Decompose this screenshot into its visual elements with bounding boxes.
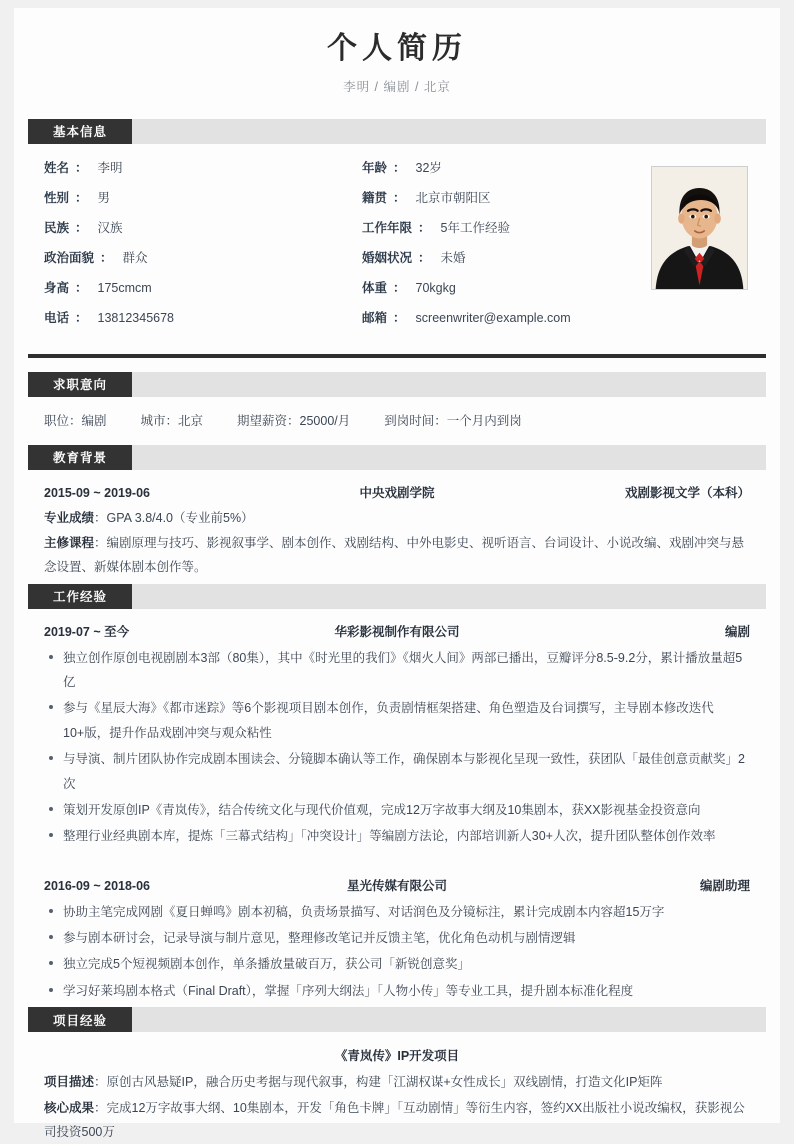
- job-intent-row: [28, 397, 766, 441]
- intent-available-date: 到岗时间：一个月内到岗: [384, 411, 522, 429]
- work-entry-2: [28, 863, 766, 1004]
- info-colon: ：: [69, 278, 92, 296]
- intent-city: 城市：北京: [141, 411, 204, 429]
- info-item-marital-status: [346, 248, 668, 278]
- page-subtitle: 李明 / 编剧 / 北京: [28, 77, 766, 95]
- project-desc-line: [44, 1069, 750, 1094]
- list-item: 学习好莱坞剧本格式（Final Draft），掌握「序列大纲法」「人物小传」等专业工具，提升剧本标准化程度: [44, 979, 750, 1003]
- section-header-job-intent: [28, 372, 766, 397]
- info-item-email: [346, 308, 668, 338]
- education-gpa-value: ：GPA 3.8/4.0（专业前5%）: [94, 511, 254, 525]
- work-date: 2016-09 ~ 2018-06: [44, 879, 263, 893]
- project-desc-value: ：原创古风悬疑IP，融合历史考据与现代叙事，构建「江湖权谋+女性成长」双线剧情，打造文化IP矩阵: [94, 1075, 662, 1089]
- info-item-height: [28, 278, 346, 308]
- section-bar-filler: [132, 372, 766, 397]
- section-header-project: [28, 1007, 766, 1032]
- info-value: 汉族: [92, 218, 123, 236]
- info-value: 70kgkg: [410, 281, 456, 295]
- work-entry-head: [44, 609, 750, 644]
- portrait-icon: [652, 167, 747, 289]
- work-date: 2019-07 ~ 至今: [44, 622, 263, 640]
- basic-info-grid: [28, 158, 668, 338]
- info-value: 李明: [92, 158, 123, 176]
- info-item-gender: [28, 188, 346, 218]
- info-item-weight: [346, 278, 668, 308]
- resume-page: [14, 8, 780, 1123]
- list-item: 协助主笔完成网剧《夏日蝉鸣》剧本初稿，负责场景描写、对话润色及分镜标注，累计完成剧本内容超15万字: [44, 900, 750, 924]
- info-colon: ：: [69, 308, 92, 326]
- education-courses-line: [44, 530, 750, 580]
- entry-spacer: [28, 851, 766, 863]
- list-item: 参与《星辰大海》《都市迷踪》等6个影视项目剧本创作，负责剧情框架搭建、角色塑造及台词撰写，主导剧本修改迭代10+版，提升作品戏剧冲突与观众粘性: [44, 696, 750, 745]
- section-tag-label: 求职意向: [28, 372, 132, 397]
- work-company: 星光传媒有限公司: [263, 876, 531, 894]
- work-role: 编剧助理: [531, 876, 750, 894]
- info-value: 5年工作经验: [435, 218, 510, 236]
- info-label: 籍贯: [346, 188, 387, 206]
- info-label: 性别: [28, 188, 69, 206]
- info-item-ethnicity: [28, 218, 346, 248]
- section-tag-label: 教育背景: [28, 445, 132, 470]
- info-item-age: [346, 158, 668, 188]
- info-label: 民族: [28, 218, 69, 236]
- education-entry: [28, 470, 766, 580]
- project-title: 《青岚传》IP开发项目: [44, 1032, 750, 1069]
- info-item-phone: [28, 308, 346, 338]
- info-colon: ：: [69, 188, 92, 206]
- info-colon: ：: [412, 218, 435, 236]
- basic-info-section: [28, 144, 766, 344]
- info-item-political-status: [28, 248, 346, 278]
- project-result-line: [44, 1095, 750, 1144]
- work-bullet-list: [44, 644, 750, 849]
- info-label: 身高: [28, 278, 69, 296]
- info-label: 政治面貌: [28, 248, 94, 266]
- info-value: 13812345678: [92, 311, 174, 325]
- info-item-work-years: [346, 218, 668, 248]
- info-value: 男: [92, 188, 111, 206]
- intent-position: 职位：编剧: [44, 411, 107, 429]
- info-value: 北京市朝阳区: [410, 188, 491, 206]
- list-item: 整理行业经典剧本库，提炼「三幕式结构」「冲突设计」等编剧方法论，内部培训新人30+人次，提升团队整体创作效率: [44, 824, 750, 848]
- list-item: 策划开发原创IP《青岚传》，结合传统文化与现代价值观，完成12万字故事大纲及10集剧本，获XX影视基金投资意向: [44, 798, 750, 822]
- list-item: 与导演、制片团队协作完成剧本围读会、分镜脚本确认等工作，确保剧本与影视化呈现一致性，获团队「最佳创意贡献奖」2次: [44, 747, 750, 796]
- list-item: 参与剧本研讨会，记录导演与制片意见，整理修改笔记并反馈主笔，优化角色动机与剧情逻辑: [44, 926, 750, 950]
- info-colon: ：: [412, 248, 435, 266]
- intent-salary: 期望薪资：25000/月: [237, 411, 350, 429]
- info-item-name: [28, 158, 346, 188]
- education-entry-head: [44, 470, 750, 505]
- section-header-basic-info: [28, 119, 766, 144]
- info-colon: ：: [387, 278, 410, 296]
- project-result-value: ：完成12万字故事大纲、10集剧本，开发「角色卡牌」「互动剧情」等衍生内容，签约XX出版社小说改编权，获影视公司投资500万: [44, 1101, 745, 1139]
- info-colon: ：: [387, 188, 410, 206]
- list-item: 独立创作原创电视剧剧本3部（80集），其中《时光里的我们》《烟火人间》两部已播出，豆瓣评分8.5-9.2分，累计播放量超5亿: [44, 646, 750, 695]
- section-bar-filler: [132, 1007, 766, 1032]
- info-label: 邮箱: [346, 308, 387, 326]
- info-colon: ：: [387, 308, 410, 326]
- section-header-education: [28, 445, 766, 470]
- project-desc-label: 项目描述: [44, 1075, 94, 1089]
- section-bar-filler: [132, 119, 766, 144]
- info-colon: ：: [387, 158, 410, 176]
- list-item: 独立完成5个短视频剧本创作，单条播放量破百万，获公司「新锐创意奖」: [44, 952, 750, 976]
- info-item-hometown: [346, 188, 668, 218]
- section-bar-filler: [132, 445, 766, 470]
- section-header-work: [28, 584, 766, 609]
- work-role: 编剧: [531, 622, 750, 640]
- work-entry-head: [44, 863, 750, 898]
- info-label: 婚姻状况: [346, 248, 412, 266]
- education-major: 戏剧影视文学（本科）: [531, 483, 750, 501]
- project-entry: [28, 1032, 766, 1144]
- info-colon: ：: [94, 248, 117, 266]
- info-label: 体重: [346, 278, 387, 296]
- page-title: 个人简历: [28, 30, 766, 68]
- education-courses-value: ：编剧原理与技巧、影视叙事学、剧本创作、戏剧结构、中外电影史、视听语言、台词设计、小说改编、戏剧冲突与悬念设置、新媒体剧本创作等。: [44, 536, 744, 574]
- work-company: 华彩影视制作有限公司: [263, 622, 531, 640]
- education-date: 2015-09 ~ 2019-06: [44, 486, 263, 500]
- info-value: 175cmcm: [92, 281, 152, 295]
- info-label: 姓名: [28, 158, 69, 176]
- section-bar-filler: [132, 584, 766, 609]
- work-bullet-list: [44, 898, 750, 1004]
- info-colon: ：: [69, 158, 92, 176]
- education-gpa-line: [44, 505, 750, 530]
- info-colon: ：: [69, 218, 92, 236]
- info-label: 电话: [28, 308, 69, 326]
- section-tag-label: 工作经验: [28, 584, 132, 609]
- work-entry-1: [28, 609, 766, 849]
- info-value: 群众: [117, 248, 148, 266]
- info-value: 32岁: [410, 158, 442, 176]
- section-tag-label: 基本信息: [28, 119, 132, 144]
- resume-header: [28, 8, 766, 115]
- info-label: 年龄: [346, 158, 387, 176]
- education-school: 中央戏剧学院: [263, 483, 531, 501]
- info-value: 未婚: [435, 248, 466, 266]
- education-courses-label: 主修课程: [44, 536, 94, 550]
- avatar: [651, 166, 748, 290]
- project-result-label: 核心成果: [44, 1101, 94, 1115]
- education-gpa-label: 专业成绩: [44, 511, 94, 525]
- section-tag-label: 项目经验: [28, 1007, 132, 1032]
- divider-rule: [28, 354, 766, 358]
- info-value: screenwriter@example.com: [410, 311, 571, 325]
- info-label: 工作年限: [346, 218, 412, 236]
